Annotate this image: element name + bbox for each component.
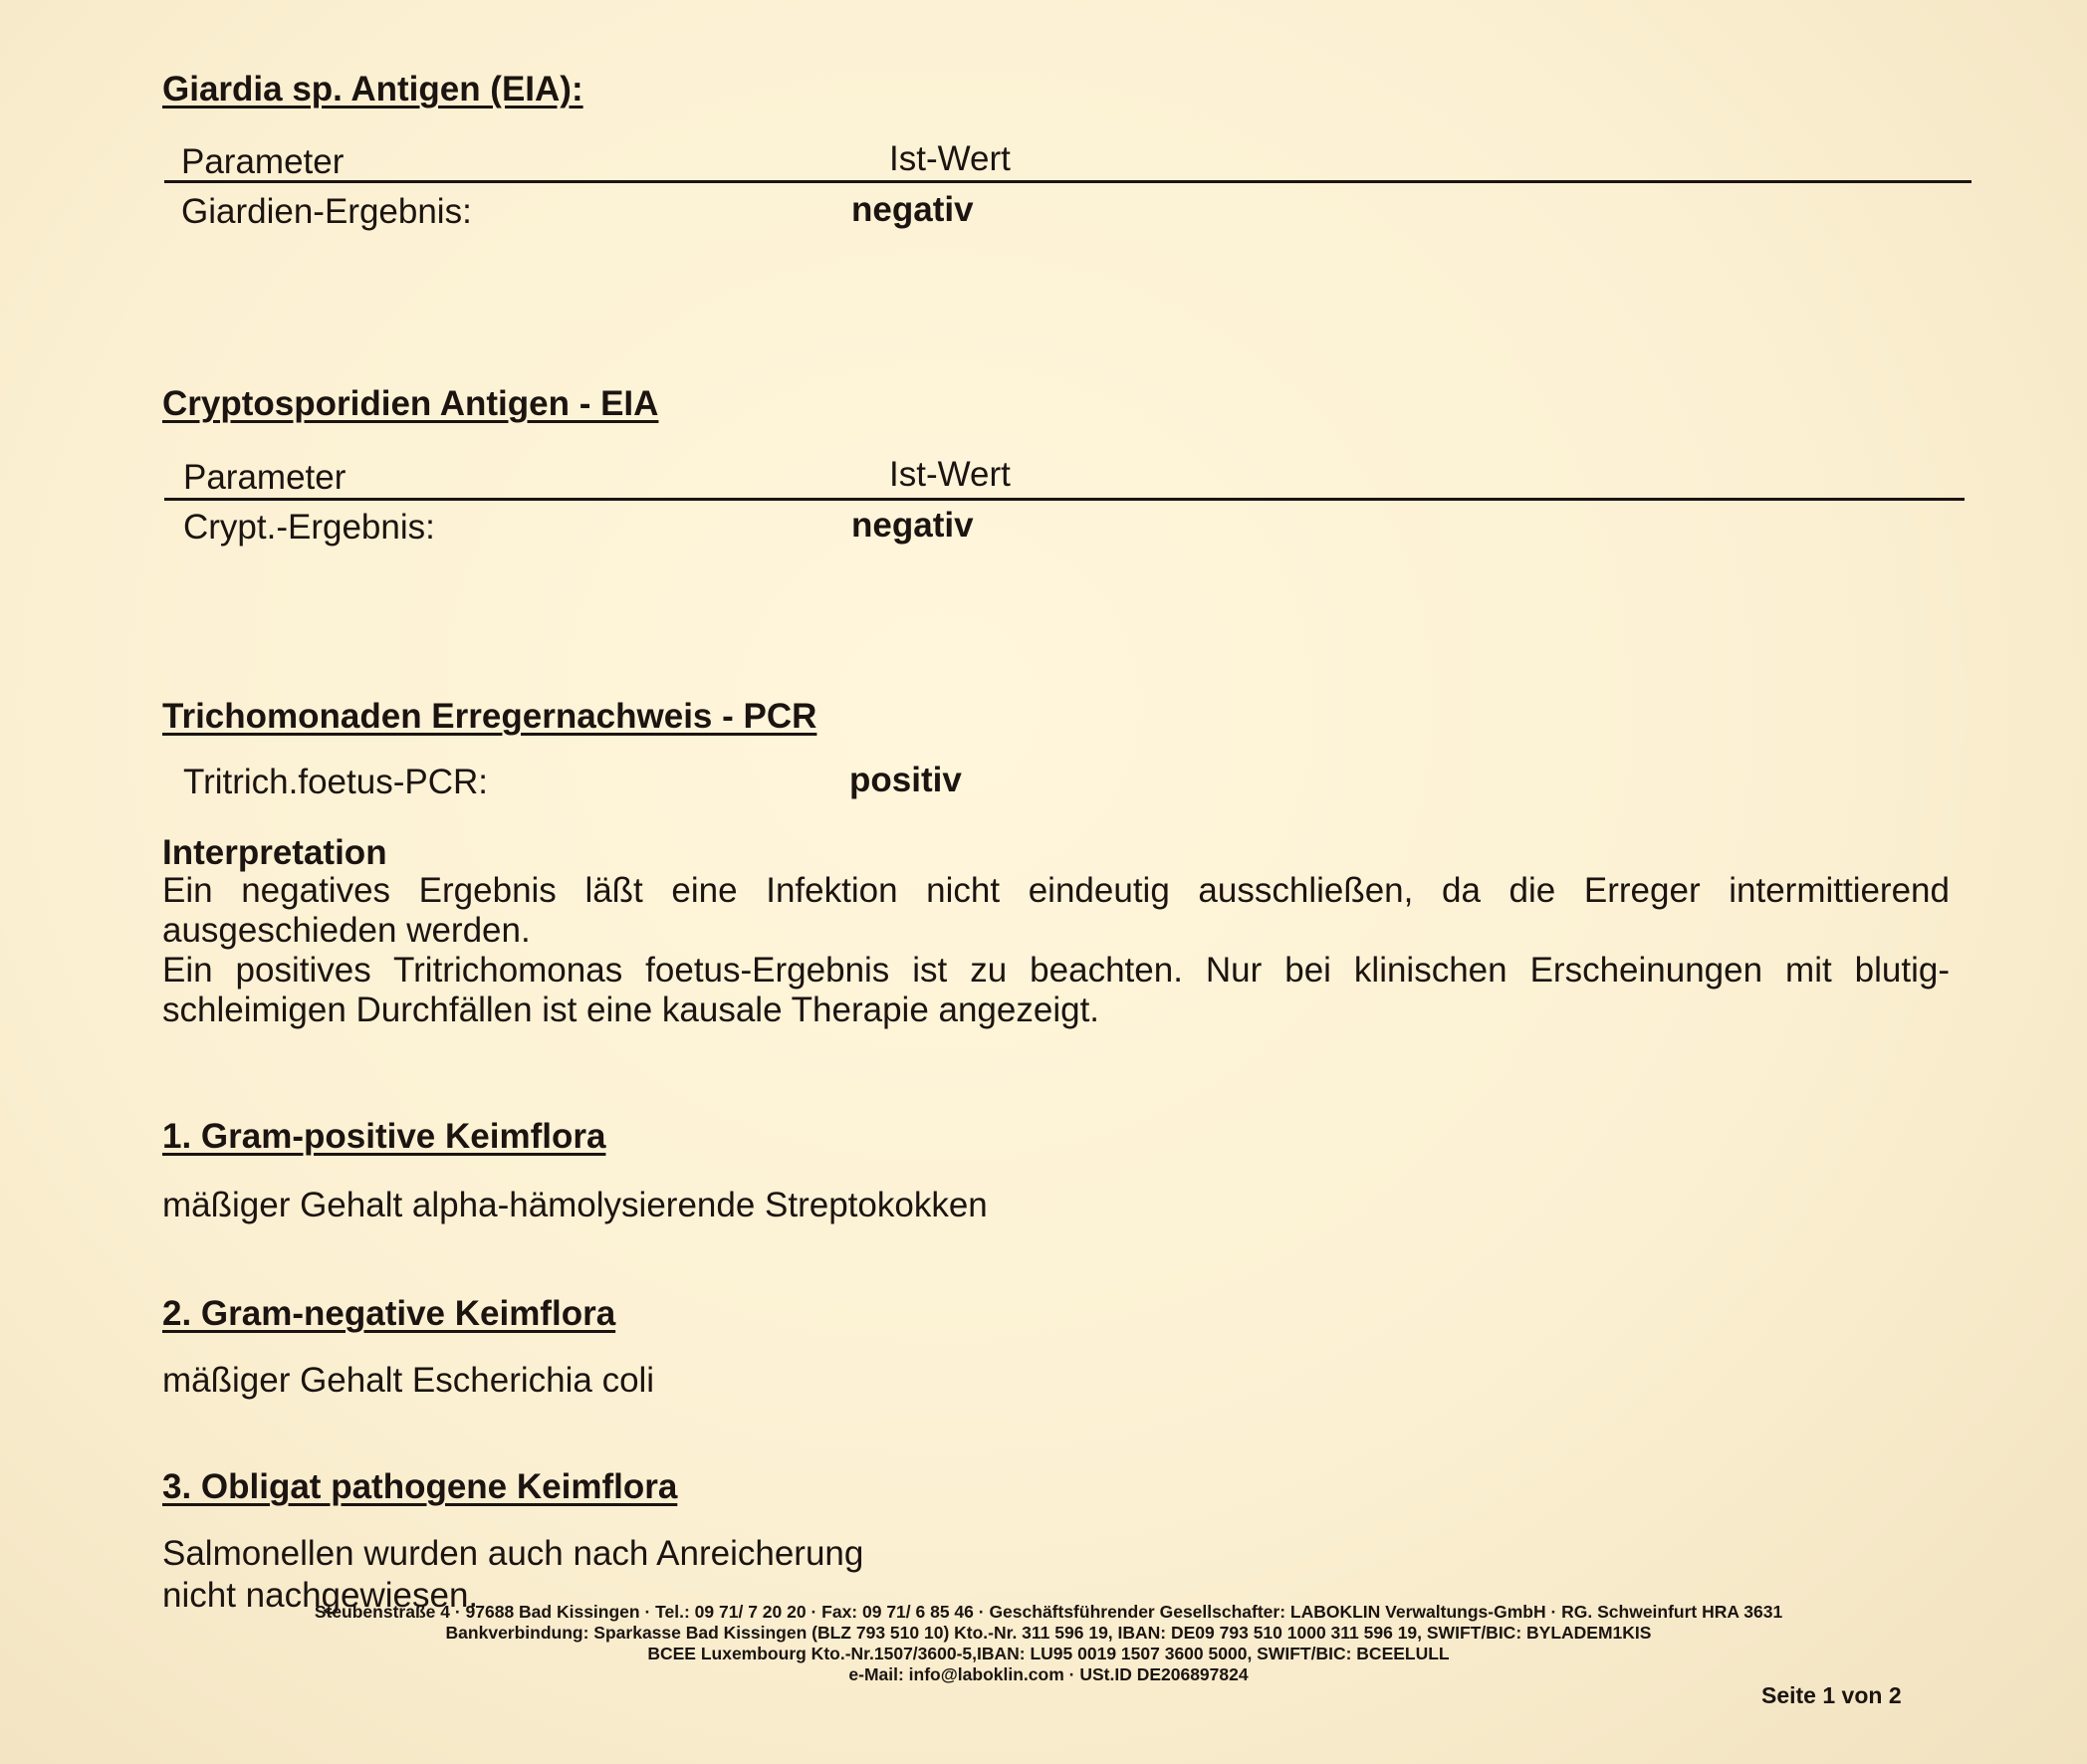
gram-positive-text: mäßiger Gehalt alpha-hämolysierende Streptokokken xyxy=(162,1186,988,1224)
letterhead-footer xyxy=(162,1602,1935,1685)
gram-negative-title: 2. Gram-negative Keimflora xyxy=(162,1294,616,1333)
footer-address-line: Steubenstraße 4 · 97688 Bad Kissingen · Tel.: 09 71/ 7 20 20 · Fax: 09 71/ 6 85 46 · Geschäftsführender Gesellschafter: LABOKLIN Verwaltungs-GmbH · RG. Schweinfurt HRA 3631 xyxy=(314,1602,1783,1622)
page-number: Seite 1 von 2 xyxy=(1761,1682,1902,1708)
interpretation-paragraph-1: Ein negatives Ergebnis läßt eine Infektion nicht eindeutig ausschließen, da die Erreger intermittierend ausgeschieden werden. xyxy=(162,871,1950,950)
crypto-parameter-header: Parameter xyxy=(183,458,347,497)
giardia-section-title: Giardia sp. Antigen (EIA): xyxy=(162,70,583,109)
obligat-pathogen-title: 3. Obligat pathogene Keimflora xyxy=(162,1467,678,1506)
footer-bank-line: Bankverbindung: Sparkasse Bad Kissingen (BLZ 793 510 10) Kto.-Nr. 311 596 19, IBAN: DE09 793 510 1000 311 596 19, SWIFT/BIC: BYLADEM1KIS xyxy=(445,1623,1652,1643)
giardia-value-header: Ist-Wert xyxy=(889,139,1011,178)
interpretation-paragraph-2: Ein positives Tritrichomonas foetus-Ergebnis ist zu beachten. Nur bei klinischen Erscheinungen mit blutig-schleimigen Durchfällen ist eine kausale Therapie angezeigt. xyxy=(162,951,1950,1029)
footer-email-line: e-Mail: info@laboklin.com · USt.ID DE206897824 xyxy=(848,1664,1249,1684)
interpretation-title: Interpretation xyxy=(162,833,387,872)
tricho-result-value: positiv xyxy=(849,761,962,799)
giardia-parameter-header: Parameter xyxy=(181,142,345,181)
crypto-result-label: Crypt.-Ergebnis: xyxy=(183,508,435,547)
obligat-pathogen-line-1: Salmonellen wurden auch nach Anreicherung xyxy=(162,1534,864,1573)
gram-positive-title: 1. Gram-positive Keimflora xyxy=(162,1117,606,1156)
tricho-result-label: Tritrich.foetus-PCR: xyxy=(183,763,488,801)
obligat-pathogen-line-2: nicht nachgewiesen. xyxy=(162,1576,479,1615)
crypto-value-header: Ist-Wert xyxy=(889,455,1011,494)
gram-negative-text: mäßiger Gehalt Escherichia coli xyxy=(162,1361,655,1400)
crypto-table-rule xyxy=(164,498,1965,501)
giardia-result-value: negativ xyxy=(851,190,974,229)
footer-bank-line-2: BCEE Luxembourg Kto.-Nr.1507/3600-5,IBAN: LU95 0019 1507 3600 5000, SWIFT/BIC: BCEELULL xyxy=(647,1644,1450,1663)
crypto-result-value: negativ xyxy=(851,506,974,545)
giardia-table-rule xyxy=(164,180,1971,183)
tricho-section-title: Trichomonaden Erregernachweis - PCR xyxy=(162,697,817,736)
crypto-section-title: Cryptosporidien Antigen - EIA xyxy=(162,384,659,423)
giardia-result-label: Giardien-Ergebnis: xyxy=(181,192,472,231)
